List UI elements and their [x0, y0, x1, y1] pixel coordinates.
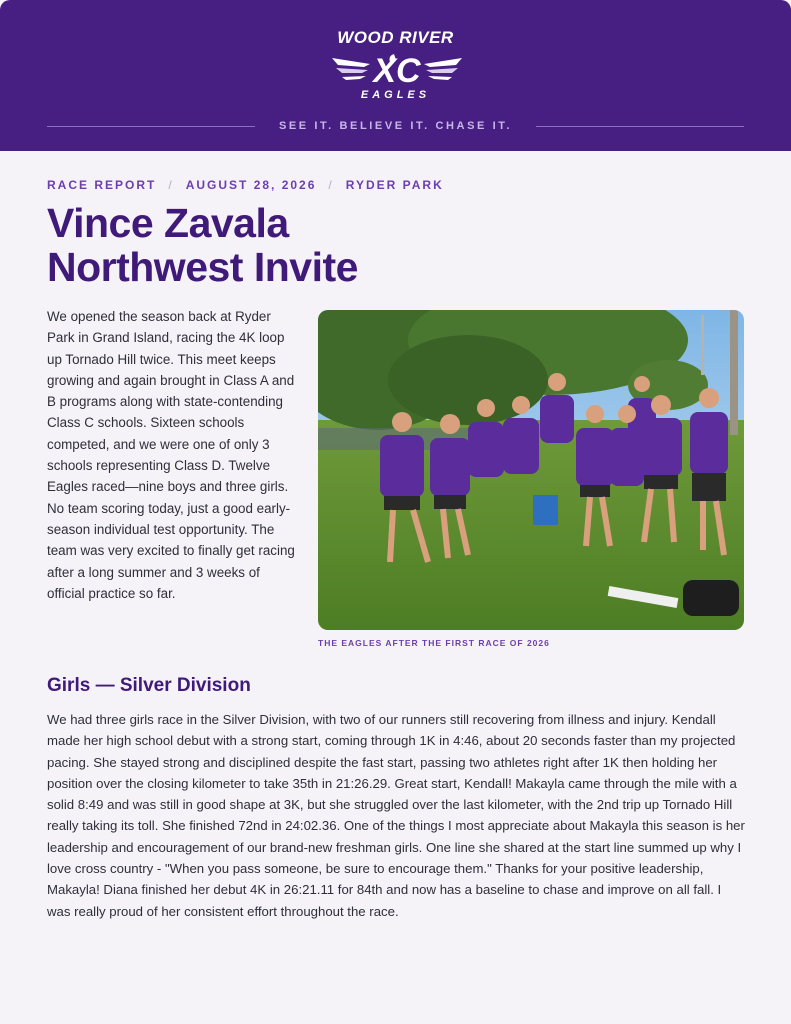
intro-paragraph: We opened the season back at Ryder Park in Grand Island, racing the 4K loop up Tornado Hill twice. This meet keeps growing and again brought in Class A and B programs along with state-contending Class C schools. Sixteen schools competed, and we were one of only 3 schools representing Class D. Twelve Eagles raced—nine boys and three girls. No team scoring today, just a good early-season individual test opportunity. The team was very excited to finally get racing after a long summer and 3 weeks of official practice so far. — [47, 309, 295, 601]
article-date: AUGUST 28, 2026 — [185, 178, 317, 192]
article-title — [47, 201, 358, 289]
eagle-xc-logo-icon — [330, 48, 464, 88]
meta-separator: / — [168, 178, 174, 192]
article-kicker: RACE REPORT — [47, 178, 157, 192]
logo-wordmark: WOOD RIVER — [337, 28, 454, 47]
tagline: SEE IT. BELIEVE IT. CHASE IT. — [278, 120, 513, 132]
section-heading-girls: Girls — Silver Division — [47, 675, 251, 696]
meta-separator: / — [328, 178, 334, 192]
article-meta — [47, 178, 444, 192]
team-photo-image — [318, 310, 744, 630]
tagline-rule-right — [536, 126, 744, 127]
section-body-girls: We had three girls race in the Silver Division, with two of our runners still recovering from illness and injury. Kendall made her high school debut with a strong start, coming through 1K in 4:46, about 20 seconds faster than my projected pacing. She stayed strong and disciplined despite the fast start, passing two athletes right after 1K then holding her position over the closing kilometer to take 35th in 21:26.29. Great start, Kendall! Makayla came through the mile with a solid 8:49 and was still in good shape at 3K, but she struggled over the last kilometer, with the 2nd trip up Tornado Hill really taking its toll. She finished 72nd in 24:02.36. One of the things I most appreciate about Makayla this season is her leadership and encouragement of our brand-new freshman girls. One line she shared at the start line summed up why I love cross country - "When you pass someone, be sure to encourage them." Thanks for your positive leadership, Makayla! Diana finished her debut 4K in 26:21.11 for 84th and now has a baseline to chase and improve on all fall. I was really proud of her consistent effort throughout the race. — [47, 712, 745, 919]
photo-caption: THE EAGLES AFTER THE FIRST RACE OF 2026 — [318, 638, 550, 648]
article-title-line1: Vince Zavala — [47, 200, 289, 246]
logo-subtitle: EAGLES — [360, 89, 431, 101]
article-location: RYDER PARK — [345, 178, 444, 192]
article-title-line2: Northwest Invite — [47, 244, 358, 290]
site-header — [0, 0, 791, 151]
team-logo — [0, 28, 791, 101]
logo-xc-text: XC — [373, 52, 421, 88]
team-photo — [318, 310, 744, 630]
tagline-row — [47, 118, 744, 136]
